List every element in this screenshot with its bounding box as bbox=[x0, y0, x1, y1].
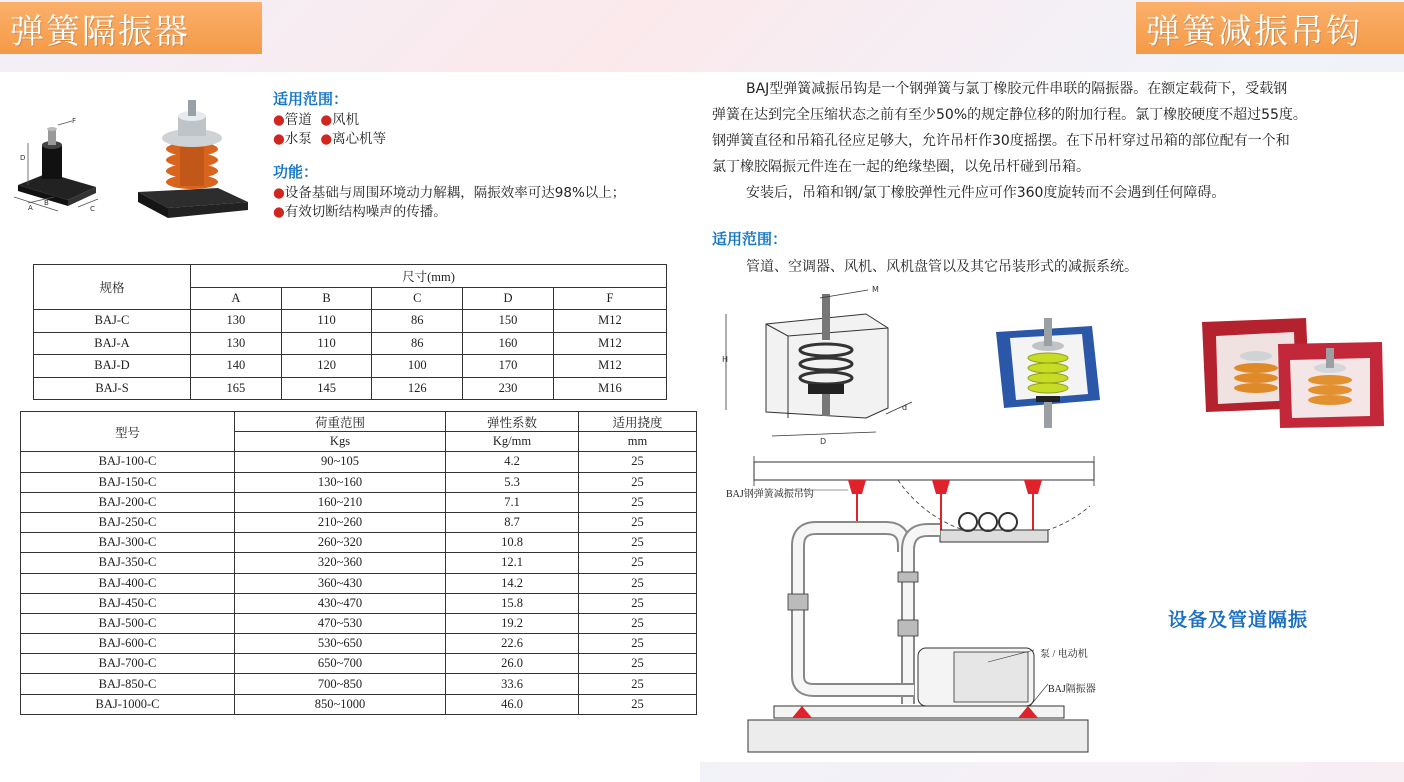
intro-line: 安装后，吊箱和钢/氯丁橡胶弹性元件应可作360度旋转而不会遇到任何障碍。 bbox=[746, 185, 1226, 201]
table-cell: 26.0 bbox=[446, 654, 579, 674]
table-cell: 33.6 bbox=[446, 674, 579, 694]
table-cell: 86 bbox=[372, 332, 463, 355]
hanger-label-d-big: D bbox=[820, 437, 827, 446]
table-cell: 170 bbox=[463, 355, 554, 378]
size-header: 尺寸(mm) bbox=[191, 265, 667, 288]
table-cell: 25 bbox=[579, 593, 697, 613]
deflection-unit: mm bbox=[579, 432, 697, 452]
bullet-icon: ● bbox=[320, 112, 333, 128]
equipment-pipe-caption: 设备及管道隔振 bbox=[1168, 609, 1309, 631]
table-cell: 25 bbox=[579, 533, 697, 553]
table-cell: 12.1 bbox=[446, 553, 579, 573]
table-cell: BAJ-200-C bbox=[21, 492, 235, 512]
left-scope-heading: 适用范围： bbox=[273, 90, 349, 108]
table-cell: 5.3 bbox=[446, 472, 579, 492]
col-header: A bbox=[191, 287, 282, 310]
bullet-icon: ● bbox=[273, 204, 285, 220]
table-cell: 25 bbox=[579, 613, 697, 633]
hanger-label-h: H bbox=[722, 355, 729, 364]
table-row bbox=[21, 512, 697, 532]
right-scope-text: 管道、空调器、风机、风机盘管以及其它吊装形式的减振系统。 bbox=[746, 259, 1138, 275]
table-cell: 360~430 bbox=[235, 573, 446, 593]
left-function-heading: 功能： bbox=[273, 163, 319, 181]
stiffness-header: 弹性系数 bbox=[446, 412, 579, 432]
table-row bbox=[34, 377, 667, 400]
scope-item: 水泵 bbox=[284, 131, 312, 147]
table-cell: 15.8 bbox=[446, 593, 579, 613]
table-row bbox=[34, 332, 667, 355]
dim-label-f: F bbox=[72, 117, 77, 125]
isolator-label: BAJ隔振器 bbox=[1048, 684, 1096, 695]
flexible-joints bbox=[788, 572, 918, 636]
table-row bbox=[34, 355, 667, 378]
bullet-icon: ● bbox=[273, 112, 285, 128]
table-cell: 470~530 bbox=[235, 613, 446, 633]
table-row bbox=[34, 310, 667, 333]
bullet-icon: ● bbox=[320, 131, 333, 147]
table-cell: 140 bbox=[191, 355, 282, 378]
left-banner-title: 弹簧隔振器 bbox=[0, 2, 262, 54]
table-cell: 650~700 bbox=[235, 654, 446, 674]
scope-item: 离心机等 bbox=[332, 131, 387, 147]
table-cell: 110 bbox=[281, 310, 372, 333]
table-cell: 700~850 bbox=[235, 674, 446, 694]
scope-item: 管道 bbox=[284, 112, 312, 128]
table-cell: 25 bbox=[579, 512, 697, 532]
table-cell: 25 bbox=[579, 674, 697, 694]
table-cell: BAJ-1000-C bbox=[21, 694, 235, 714]
hanger-label-d-small: d bbox=[902, 403, 908, 412]
table-row bbox=[21, 533, 697, 553]
orange-spring-back bbox=[1234, 363, 1278, 393]
table-cell: 25 bbox=[579, 452, 697, 472]
table-cell: BAJ-250-C bbox=[21, 512, 235, 532]
bullet-icon: ● bbox=[273, 185, 285, 201]
table-cell: BAJ-850-C bbox=[21, 674, 235, 694]
col-header: B bbox=[281, 287, 372, 310]
right-scope-heading: 适用范围： bbox=[712, 230, 788, 248]
table-cell: 130 bbox=[191, 332, 282, 355]
table-cell: 320~360 bbox=[235, 553, 446, 573]
dim-label-b: B bbox=[44, 199, 49, 207]
isolator-dimension-drawing bbox=[8, 115, 108, 225]
table-cell: M12 bbox=[553, 332, 666, 355]
table-row bbox=[21, 654, 697, 674]
scope-item: 风机 bbox=[332, 112, 360, 128]
table-cell: 25 bbox=[579, 492, 697, 512]
table-cell: 25 bbox=[579, 573, 697, 593]
col-header: F bbox=[553, 287, 666, 310]
hook-label: BAJ钢弹簧减振吊钩 bbox=[726, 489, 814, 500]
table-cell: 230 bbox=[463, 377, 554, 400]
intro-paragraph bbox=[712, 76, 1402, 206]
table-cell: 130 bbox=[191, 310, 282, 333]
intro-line: 弹簧在达到完全压缩状态之前有至少50%的规定静位移的附加行程。氯丁橡胶硬度不超过55度。 bbox=[712, 107, 1307, 123]
table-row bbox=[21, 452, 697, 472]
table-cell: 25 bbox=[579, 472, 697, 492]
table-cell: 160~210 bbox=[235, 492, 446, 512]
table-row bbox=[21, 593, 697, 613]
table-row bbox=[21, 573, 697, 593]
dim-label-d: D bbox=[20, 154, 26, 162]
table-cell: 126 bbox=[372, 377, 463, 400]
table-cell: 150 bbox=[463, 310, 554, 333]
table-cell: BAJ-500-C bbox=[21, 613, 235, 633]
table-cell: 145 bbox=[281, 377, 372, 400]
table-cell: BAJ-700-C bbox=[21, 654, 235, 674]
table-cell: 7.1 bbox=[446, 492, 579, 512]
function-item: 设备基础与周围环境动力解耦，隔振效率可达98%以上； bbox=[284, 185, 626, 201]
table-cell: 19.2 bbox=[446, 613, 579, 633]
col-header: D bbox=[463, 287, 554, 310]
right-banner-title: 弹簧减振吊钩 bbox=[1136, 2, 1404, 54]
model-header: 型号 bbox=[21, 412, 235, 452]
table-cell: 25 bbox=[579, 634, 697, 654]
red-hook-icons bbox=[848, 480, 1042, 494]
intro-line: 钢弹簧直径和吊箱孔径应足够大，允许吊杆作30度摇摆。在下吊杆穿过吊箱的部位配有一个和 bbox=[712, 133, 1290, 149]
blue-hanger-photo bbox=[992, 318, 1104, 430]
table-cell: 130~160 bbox=[235, 472, 446, 492]
table-cell: BAJ-350-C bbox=[21, 553, 235, 573]
hanger-dimension-drawing bbox=[716, 284, 916, 446]
table-cell: M12 bbox=[553, 310, 666, 333]
table-cell: 530~650 bbox=[235, 634, 446, 654]
load-table bbox=[20, 411, 697, 715]
table-cell: 850~1000 bbox=[235, 694, 446, 714]
table-cell: 25 bbox=[579, 654, 697, 674]
table-row bbox=[21, 674, 697, 694]
table-row bbox=[21, 694, 697, 714]
table-row bbox=[21, 553, 697, 573]
table-cell: BAJ-S bbox=[34, 377, 191, 400]
table-cell: 210~260 bbox=[235, 512, 446, 532]
table-cell: BAJ-A bbox=[34, 332, 191, 355]
orange-spring-front bbox=[1308, 375, 1352, 405]
table-cell: 165 bbox=[191, 377, 282, 400]
table-cell: BAJ-450-C bbox=[21, 593, 235, 613]
stiffness-unit: Kg/mm bbox=[446, 432, 579, 452]
hanger-label-m: M bbox=[872, 285, 879, 294]
table-row bbox=[21, 613, 697, 633]
table-cell: M16 bbox=[553, 377, 666, 400]
table-cell: BAJ-100-C bbox=[21, 452, 235, 472]
table-cell: 120 bbox=[281, 355, 372, 378]
table-cell: BAJ-D bbox=[34, 355, 191, 378]
intro-line: 氯丁橡胶隔振元件连在一起的绝缘垫圈，以免吊杆碰到吊箱。 bbox=[712, 159, 1090, 175]
table-cell: 14.2 bbox=[446, 573, 579, 593]
table-row bbox=[21, 634, 697, 654]
table-cell: 4.2 bbox=[446, 452, 579, 472]
table-cell: BAJ-C bbox=[34, 310, 191, 333]
bullet-icon: ● bbox=[273, 131, 285, 147]
dim-label-c: C bbox=[90, 205, 95, 213]
spec-header: 规格 bbox=[34, 265, 191, 310]
load-table-body bbox=[21, 452, 697, 714]
table-cell: 22.6 bbox=[446, 634, 579, 654]
col-header: C bbox=[372, 287, 463, 310]
table-cell: 8.7 bbox=[446, 512, 579, 532]
table-cell: 25 bbox=[579, 553, 697, 573]
table-cell: BAJ-600-C bbox=[21, 634, 235, 654]
table-cell: BAJ-150-C bbox=[21, 472, 235, 492]
dim-label-a: A bbox=[28, 204, 33, 212]
table-row bbox=[21, 492, 697, 512]
table-cell: 86 bbox=[372, 310, 463, 333]
table-cell: 25 bbox=[579, 694, 697, 714]
table-cell: BAJ-400-C bbox=[21, 573, 235, 593]
table-cell: 10.8 bbox=[446, 533, 579, 553]
table-cell: 110 bbox=[281, 332, 372, 355]
function-item: 有效切断结构噪声的传播。 bbox=[284, 204, 447, 220]
table-cell: 46.0 bbox=[446, 694, 579, 714]
table-cell: 160 bbox=[463, 332, 554, 355]
spec-table bbox=[33, 264, 667, 400]
table-cell: BAJ-300-C bbox=[21, 533, 235, 553]
load-header: 荷重范围 bbox=[235, 412, 446, 432]
left-scope-block bbox=[273, 88, 693, 222]
table-cell: 430~470 bbox=[235, 593, 446, 613]
pump-label: 泵 / 电动机 bbox=[1040, 649, 1088, 660]
table-cell: 100 bbox=[372, 355, 463, 378]
load-unit: Kgs bbox=[235, 432, 446, 452]
intro-line: BAJ型弹簧减振吊钩是一个钢弹簧与氯丁橡胶元件串联的隔振器。在额定载荷下，受载钢 bbox=[746, 81, 1288, 97]
table-row bbox=[21, 472, 697, 492]
spring-isolator-photo bbox=[134, 98, 252, 222]
table-cell: M12 bbox=[553, 355, 666, 378]
table-cell: 260~320 bbox=[235, 533, 446, 553]
table-cell: 90~105 bbox=[235, 452, 446, 472]
deflection-header: 适用挠度 bbox=[579, 412, 697, 432]
red-hanger-photo bbox=[1198, 316, 1388, 432]
